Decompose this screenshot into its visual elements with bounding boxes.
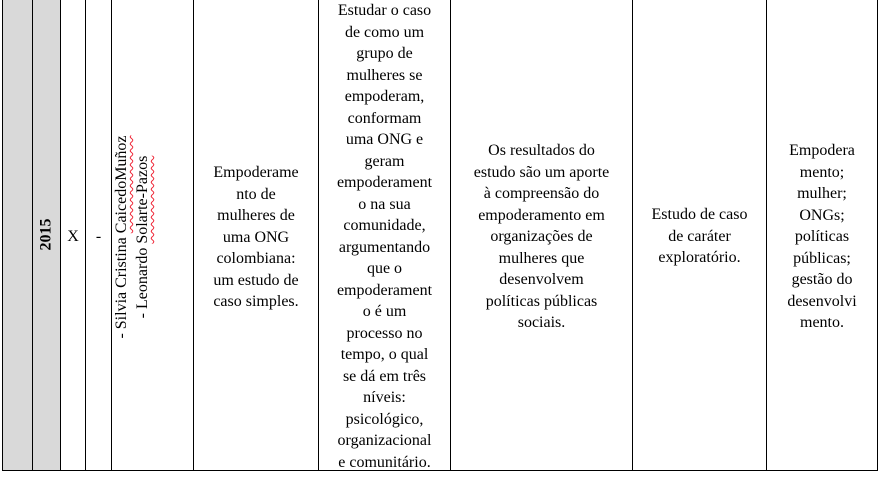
author-2: - Leonardo Solarte-Pazos	[134, 155, 151, 319]
results-cell: Os resultados do estudo são um aporte à compreensão do empoderamento em organizações de mulheres que desenvolvem políticas públicas sociais.	[473, 142, 610, 331]
year-label: 2015	[37, 218, 55, 251]
keywords-cell: Empodera mento; mulher; ONGs; políticas públicas; gestão do desenvolvi mento.	[787, 142, 857, 331]
author-1: - Silvia Cristina CaicedoMuñoz	[113, 135, 130, 339]
authors-cell	[111, 107, 153, 367]
objective-cell: Estudar o caso de como um grupo de mulheres se empoderam, conformam uma ONG e geram empoderament o na sua comunidade, argumentando que o empoderament o é um processo no tempo, o qual se dá em três níveis: psicológico, organizacional e comunitário.	[336, 2, 433, 471]
dash-cell: -	[95, 228, 102, 245]
title-cell: Empoderame nto de mulheres de uma ONG colombiana: um estudo de caso simples.	[213, 164, 299, 310]
method-cell: Estudo de caso de caráter exploratório.	[651, 206, 748, 266]
shaded-index-cell	[3, 0, 32, 471]
mark-cell: X	[67, 228, 79, 245]
